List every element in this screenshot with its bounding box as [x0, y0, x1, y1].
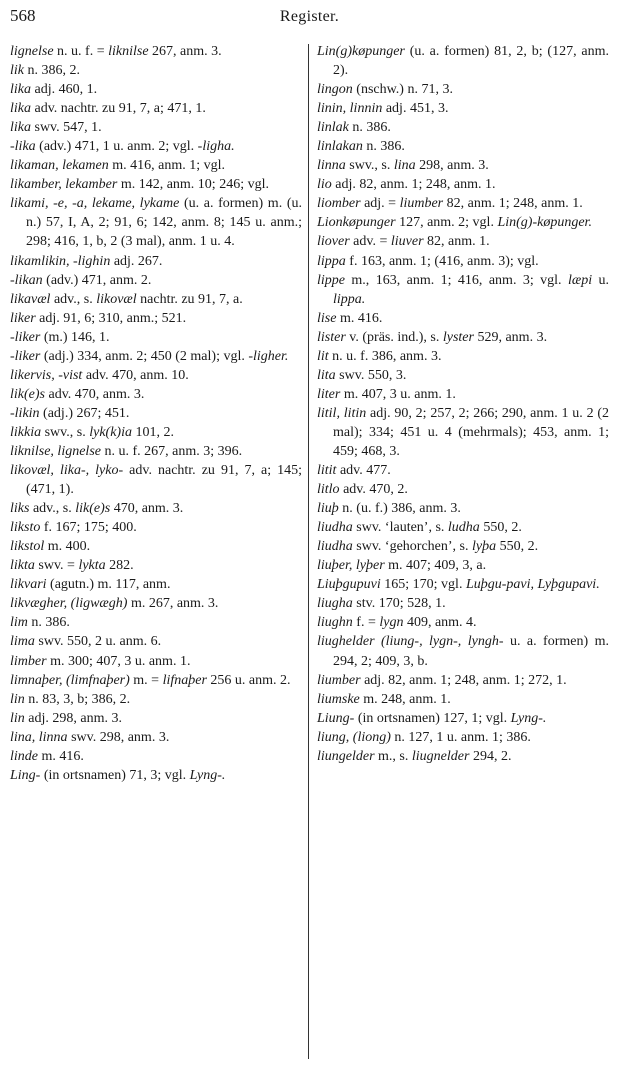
entry-headword: -likan — [10, 272, 43, 288]
entry-reference: adv. 470, 2. — [339, 482, 408, 498]
entry-reference: adj. 267. — [110, 253, 163, 269]
entry-reference: adj. = — [360, 196, 400, 212]
index-entry — [317, 613, 609, 632]
index-entry — [317, 42, 609, 80]
entry-reference: f. 163, anm. 1; (416, anm. 3); vgl. — [345, 253, 539, 269]
index-entry — [317, 80, 609, 99]
entry-headword: lippe — [317, 272, 345, 288]
index-entry — [10, 61, 302, 80]
index-entry — [317, 252, 609, 271]
entry-headword: liughn — [317, 615, 353, 631]
index-entry — [10, 271, 302, 290]
entry-headword: Ling- — [10, 767, 41, 783]
index-entry — [317, 461, 609, 480]
entry-headword: lit — [317, 348, 329, 364]
entry-headword: læpi — [567, 272, 593, 288]
index-entry — [10, 194, 302, 251]
entry-reference: nachtr. zu 91, 7, a. — [136, 291, 243, 307]
entry-headword: liker — [10, 310, 36, 326]
entry-headword: lippa. — [333, 291, 366, 307]
entry-reference: (in ortsnamen) 127, 1; vgl. — [354, 710, 511, 726]
entry-headword: likvari — [10, 577, 47, 593]
index-entry — [10, 518, 302, 537]
entry-headword: liksto — [10, 520, 41, 536]
index-entry — [10, 652, 302, 671]
entry-headword: liumber — [317, 672, 361, 688]
index-entry — [10, 556, 302, 575]
entry-reference: adv. = — [349, 234, 391, 250]
entry-reference: (adj.) 334, anm. 2; 450 (2 mal); vgl. — [40, 348, 249, 364]
page-header — [10, 4, 609, 34]
index-entry — [10, 613, 302, 632]
index-entry — [10, 80, 302, 99]
entry-headword: liomber — [317, 196, 361, 212]
index-entry — [317, 537, 609, 556]
index-entry — [10, 709, 302, 728]
entry-reference: n. 386, 2. — [24, 63, 80, 79]
entry-headword: Lyng-. — [510, 710, 547, 726]
left-column — [10, 42, 308, 1059]
index-entry — [317, 328, 609, 347]
entry-reference: n. u. f. = — [53, 44, 109, 59]
index-entry — [317, 118, 609, 137]
entry-reference: v. (präs. ind.), s. — [345, 329, 443, 345]
entry-reference: 82, anm. 1. — [423, 234, 490, 250]
index-entry — [10, 423, 302, 442]
index-entry — [317, 728, 609, 747]
index-entry — [10, 594, 302, 613]
index-entry — [317, 271, 609, 309]
entry-headword: lin — [10, 710, 25, 726]
entry-headword: liumske — [317, 691, 360, 707]
entry-headword: lima — [10, 634, 35, 650]
entry-headword: litit — [317, 463, 337, 479]
entry-reference: n. 83, 3, b; 386, 2. — [24, 691, 131, 707]
entry-reference: m. 416. — [336, 310, 383, 326]
entry-headword: liover — [317, 234, 350, 250]
entry-headword: likami, -e, -a, lekame, lykame — [10, 196, 180, 212]
entry-headword: lippa — [317, 253, 346, 269]
entry-reference: 550, 2. — [496, 539, 539, 555]
entry-headword: lita — [317, 367, 336, 383]
entry-headword: -liker — [10, 329, 41, 345]
entry-reference: swv. ‘lauten’, s. — [352, 520, 448, 536]
entry-reference: adv. 470, anm. 10. — [82, 367, 189, 383]
index-entry — [317, 99, 609, 118]
index-entry — [10, 309, 302, 328]
entry-reference: 298, anm. 3. — [415, 158, 489, 174]
entry-reference: f. 167; 175; 400. — [40, 520, 137, 536]
entry-reference: (u. a. formen) 81, 2, b; (127, anm. 2). — [333, 44, 609, 79]
entry-headword: lygn — [379, 615, 404, 631]
entry-reference: n. (u. f.) 386, anm. 3. — [338, 501, 461, 517]
index-entry — [317, 366, 609, 385]
entry-headword: likstol — [10, 539, 45, 555]
entry-reference: 101, 2. — [131, 424, 174, 440]
entry-reference: 127, anm. 2; vgl. — [395, 215, 498, 231]
entry-headword: limnaþer, (limfnaþer) — [10, 672, 130, 688]
entry-headword: likamlikin, -lighin — [10, 253, 111, 269]
index-entry — [317, 499, 609, 518]
entry-reference: m. 300; 407, 3 u. anm. 1. — [46, 653, 191, 669]
index-entry — [317, 480, 609, 499]
entry-headword: lykta — [78, 558, 106, 574]
entry-headword: lister — [317, 329, 346, 345]
entry-headword: liudha — [317, 539, 353, 555]
entry-reference: adv., s. — [50, 291, 97, 307]
entry-reference: 470, anm. 3. — [110, 501, 184, 517]
index-entry — [10, 385, 302, 404]
entry-headword: lin — [10, 691, 25, 707]
entry-headword: liks — [10, 501, 30, 517]
entry-headword: lyk(k)ia — [89, 424, 132, 440]
entry-reference: n. u. f. 267, anm. 3; 396. — [100, 443, 243, 459]
index-entry — [10, 671, 302, 690]
index-entry — [10, 156, 302, 175]
entry-reference: adj. 460, 1. — [31, 82, 98, 98]
entry-reference: m. 248, anm. 1. — [359, 691, 451, 707]
entry-headword: litlo — [317, 482, 340, 498]
entry-reference: (agutn.) m. 117, anm. — [46, 577, 171, 593]
entry-headword: liknilse — [108, 44, 149, 59]
entry-headword: linin, linnin — [317, 101, 383, 117]
entry-headword: limber — [10, 653, 47, 669]
entry-reference: 409, anm. 4. — [403, 615, 477, 631]
entry-reference: adv. 477. — [336, 463, 391, 479]
entry-headword: Liung- — [317, 710, 355, 726]
entry-reference: adj. 451, 3. — [382, 101, 449, 117]
entry-reference: (adv.) 471, 1 u. anm. 2; vgl. — [35, 139, 198, 155]
index-entry — [317, 385, 609, 404]
index-entry — [317, 213, 609, 232]
entry-headword: Lionkøpunger — [317, 215, 396, 231]
index-entry — [317, 194, 609, 213]
entry-reference: (in ortsnamen) 71, 3; vgl. — [40, 767, 190, 783]
entry-reference: 82, anm. 1; 248, anm. 1. — [443, 196, 583, 212]
entry-headword: lina, linna — [10, 729, 68, 745]
entry-headword: liuver — [390, 234, 424, 250]
entry-headword: Lyng-. — [189, 767, 226, 783]
entry-headword: liughelder (liung-, lygn-, lyngh- — [317, 634, 504, 650]
index-entry — [10, 328, 302, 347]
index-entry — [10, 632, 302, 651]
index-entry — [317, 632, 609, 670]
entry-reference: (adv.) 471, anm. 2. — [42, 272, 152, 288]
entry-reference: m. = — [129, 672, 163, 688]
entry-reference: 294, 2. — [469, 748, 512, 764]
entry-reference: n. 386. — [362, 139, 405, 155]
index-entry — [317, 518, 609, 537]
entry-headword: lise — [317, 310, 337, 326]
entry-headword: Luþgu-pavi, Lyþgupavi. — [465, 577, 600, 593]
entry-reference: adv. 470, anm. 3. — [44, 386, 145, 402]
index-entry — [317, 709, 609, 728]
entry-headword: linlakan — [317, 139, 363, 155]
entry-headword: litil, litin — [317, 405, 367, 421]
entry-headword: liudha — [317, 520, 353, 536]
entry-reference: swv. 298, anm. 3. — [67, 729, 170, 745]
entry-headword: likta — [10, 558, 35, 574]
entry-reference: adv., s. — [29, 501, 76, 517]
entry-headword: lika — [10, 82, 31, 98]
index-entry — [10, 42, 302, 61]
index-entry — [10, 137, 302, 156]
entry-reference: swv. 550, 2 u. anm. 6. — [34, 634, 162, 650]
entry-reference: adv. nachtr. zu 91, 7, a; 471, 1. — [31, 101, 206, 117]
index-columns — [10, 42, 609, 1059]
index-entry — [317, 309, 609, 328]
index-entry — [10, 442, 302, 461]
entry-reference: swv. = — [34, 558, 79, 574]
entry-headword: likamber, lekamber — [10, 177, 118, 193]
page-number: 568 — [10, 6, 36, 25]
entry-reference: m. 142, anm. 10; 246; vgl. — [117, 177, 269, 193]
index-entry — [10, 766, 302, 785]
entry-reference: stv. 170; 528, 1. — [352, 596, 446, 612]
index-entry — [317, 404, 609, 461]
index-entry — [10, 290, 302, 309]
entry-headword: lim — [10, 615, 28, 631]
entry-reference: adj. 82, anm. 1; 248, anm. 1. — [331, 177, 496, 193]
entry-headword: -ligha. — [197, 139, 235, 155]
entry-headword: likovæl, lika-, lyko- — [10, 463, 124, 479]
entry-reference: adv. nachtr. zu 91, 7, a; 145; (471, 1). — [26, 463, 303, 498]
running-title: Register. — [279, 8, 340, 25]
entry-headword: lyster — [442, 329, 474, 345]
entry-reference: m. 407; 409, 3, a. — [384, 558, 487, 574]
entry-headword: -lika — [10, 139, 36, 155]
index-entry — [317, 556, 609, 575]
entry-reference: swv., s. — [345, 158, 394, 174]
entry-reference: adj. 91, 6; 310, anm.; 521. — [35, 310, 187, 326]
index-entry — [10, 537, 302, 556]
entry-headword: Lin(g)-køpunger. — [497, 215, 592, 231]
entry-reference: (nschw.) n. 71, 3. — [352, 82, 453, 98]
entry-reference: swv. ‘gehorchen’, s. — [352, 539, 473, 555]
entry-headword: lio — [317, 177, 332, 193]
entry-reference: adj. 298, anm. 3. — [24, 710, 122, 726]
index-entry — [10, 747, 302, 766]
entry-headword: lifnaþer — [162, 672, 207, 688]
entry-headword: likaman, lekamen — [10, 158, 109, 174]
entry-reference: m. 400. — [44, 539, 91, 555]
entry-reference: (u. a. formen) m. (u. n.) 57, I, A, 2; 91, 6; 142, anm. 8; 145 u. anm.; 298; 416, 1, b, 2 (3 mal), anm. 1 u. 4. — [26, 196, 302, 250]
entry-headword: Lin(g)køpunger — [317, 44, 405, 59]
index-entry — [10, 175, 302, 194]
index-entry — [10, 728, 302, 747]
entry-reference: 529, anm. 3. — [473, 329, 548, 345]
index-entry — [10, 252, 302, 271]
entry-reference: adj. 82, anm. 1; 248, anm. 1; 272, 1. — [360, 672, 567, 688]
entry-headword: lik(e)s — [75, 501, 111, 517]
entry-reference: u. a. formen) m. 294, 2; 409, 3, b. — [333, 634, 609, 669]
entry-reference: 267, anm. 3. — [148, 44, 222, 59]
entry-reference: m., s. — [374, 748, 412, 764]
entry-reference: n. u. f. 386, anm. 3. — [328, 348, 442, 364]
entry-headword: liumber — [399, 196, 444, 212]
entry-reference: (adj.) 267; 451. — [39, 405, 130, 421]
index-entry — [317, 232, 609, 251]
entry-reference: m., 163, anm. 1; 416, anm. 3; vgl. — [345, 272, 568, 288]
index-entry — [10, 118, 302, 137]
entry-headword: lika — [10, 120, 31, 136]
index-entry — [317, 575, 609, 594]
entry-reference: m. 267, anm. 3. — [127, 596, 219, 612]
entry-reference: n. 127, 1 u. anm. 1; 386. — [390, 729, 531, 745]
entry-headword: likervis, -vist — [10, 367, 83, 383]
entry-reference: m. 416. — [38, 748, 84, 764]
index-entry — [317, 347, 609, 366]
entry-reference: 256 u. anm. 2. — [206, 672, 291, 688]
entry-reference: swv. 547, 1. — [31, 120, 102, 136]
entry-reference: u. — [592, 272, 610, 288]
index-entry — [10, 366, 302, 385]
entry-headword: lik — [10, 63, 24, 79]
entry-headword: lina — [393, 158, 416, 174]
entry-headword: liugnelder — [411, 748, 470, 764]
index-entry — [317, 175, 609, 194]
index-entry — [317, 137, 609, 156]
entry-headword: lyþa — [472, 539, 497, 555]
entry-headword: liuþ — [317, 501, 339, 517]
index-entry — [317, 747, 609, 766]
entry-headword: liung, (liong) — [317, 729, 391, 745]
entry-headword: likovæl — [96, 291, 137, 307]
entry-reference: 282. — [105, 558, 134, 574]
index-entry — [317, 156, 609, 175]
index-entry — [10, 404, 302, 423]
entry-headword: Liuþgupuvi — [317, 577, 381, 593]
entry-headword: likvægher, (ligwægh) — [10, 596, 128, 612]
index-entry — [10, 499, 302, 518]
entry-headword: -liker — [10, 348, 41, 364]
index-entry — [317, 671, 609, 690]
right-column — [309, 42, 609, 1059]
entry-reference: n. 386. — [27, 615, 70, 631]
index-entry — [317, 690, 609, 709]
entry-headword: likkia — [10, 424, 42, 440]
entry-reference: m. 407, 3 u. anm. 1. — [340, 386, 456, 402]
entry-headword: -likin — [10, 405, 40, 421]
index-entry — [317, 594, 609, 613]
entry-reference: (m.) 146, 1. — [40, 329, 110, 345]
entry-reference: adj. 90, 2; 257, 2; 266; 290, anm. 1 u. 2 (2 mal); 334; 451 u. 4 (mehrmals); 453, anm. 1; 459; 468, 3. — [333, 405, 609, 459]
entry-headword: likavæl — [10, 291, 51, 307]
entry-reference: n. 386. — [348, 120, 391, 136]
index-entry — [10, 575, 302, 594]
entry-headword: linna — [317, 158, 346, 174]
index-entry — [10, 690, 302, 709]
entry-headword: lika — [10, 101, 31, 117]
index-entry — [10, 99, 302, 118]
entry-reference: m. 416, anm. 1; vgl. — [108, 158, 226, 174]
entry-headword: liungelder — [317, 748, 375, 764]
entry-headword: lingon — [317, 82, 353, 98]
entry-reference: f. = — [352, 615, 380, 631]
entry-headword: ludha — [447, 520, 480, 536]
entry-headword: liuþer, lyþer — [317, 558, 385, 574]
entry-headword: liter — [317, 386, 341, 402]
entry-reference: swv. 550, 3. — [335, 367, 407, 383]
entry-headword: lik(e)s — [10, 386, 45, 402]
index-entry — [10, 347, 302, 366]
entry-headword: linlak — [317, 120, 349, 136]
entry-headword: linde — [10, 748, 38, 764]
entry-reference: 550, 2. — [479, 520, 522, 536]
entry-headword: liugha — [317, 596, 353, 612]
entry-reference: 165; 170; vgl. — [380, 577, 466, 593]
entry-reference: swv., s. — [41, 424, 90, 440]
index-entry — [10, 461, 302, 499]
entry-headword: liknilse, lignelse — [10, 443, 101, 459]
entry-headword: -ligher. — [248, 348, 289, 364]
entry-headword: lignelse — [10, 44, 54, 59]
